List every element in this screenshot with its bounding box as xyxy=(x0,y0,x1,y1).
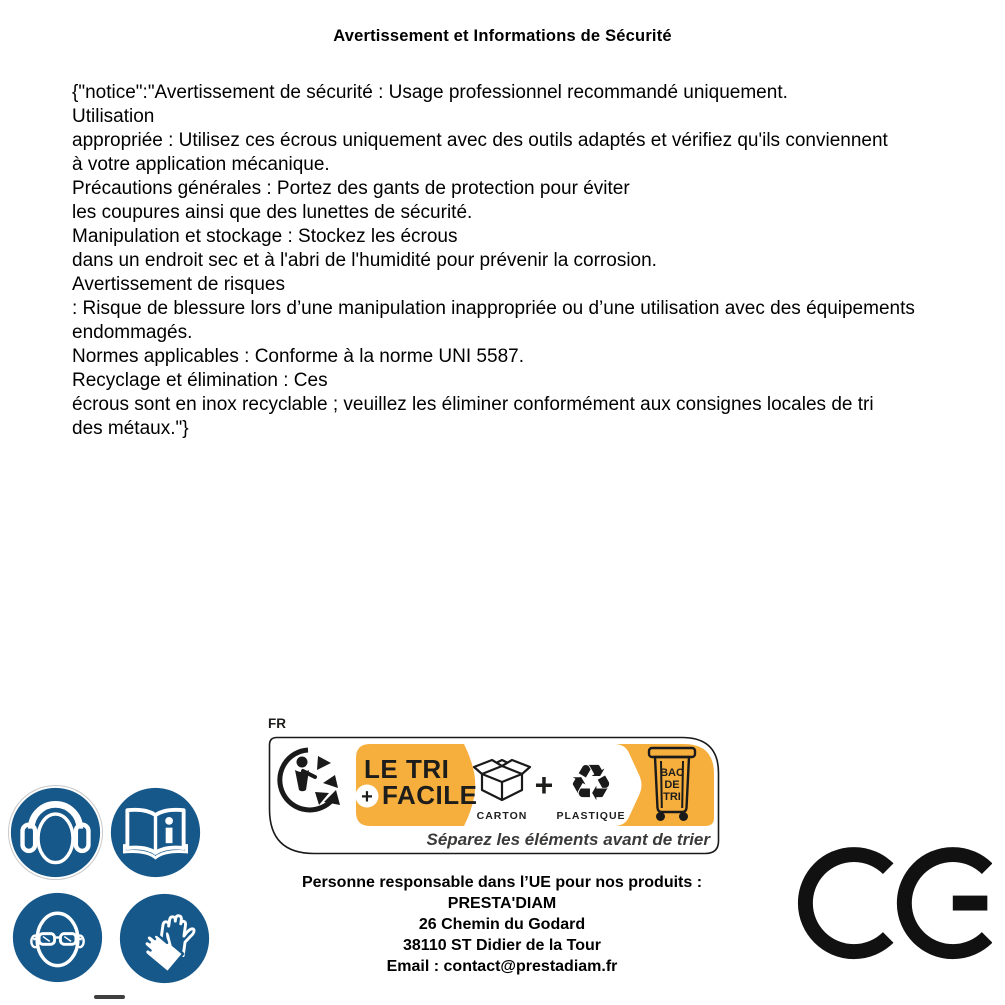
responsible-line: Personne responsable dans l’UE pour nos produits : xyxy=(301,874,703,891)
responsible-city: 38110 ST Didier de la Tour xyxy=(403,937,601,954)
label-headline-2: FACILE xyxy=(382,780,478,810)
notice-line: Manipulation et stockage : Stockez les écrous xyxy=(72,226,458,247)
notice-line: Précautions générales : Portez des gants de protection pour éviter xyxy=(72,178,630,199)
notice-line: Normes applicables : Conforme à la norme UNI 5587. xyxy=(72,346,524,367)
bin-text-bac: BAC xyxy=(660,767,684,779)
label-headline-1: LE TRI xyxy=(364,754,450,784)
page-title: Avertissement et Informations de Sécurité xyxy=(333,27,672,45)
label-instruction: Séparez les éléments avant de trier xyxy=(426,830,710,849)
ce-letter-c xyxy=(805,855,888,952)
ear-protection-icon xyxy=(7,784,104,881)
materials-plus-icon: + xyxy=(534,767,554,803)
recycling-triangle-icon: ♻ xyxy=(568,754,614,812)
responsible-street: 26 Chemin du Godard xyxy=(418,916,586,933)
responsible-person-block xyxy=(232,872,772,977)
plastique-label: PLASTIQUE xyxy=(556,810,626,822)
notice-line: endommagés. xyxy=(72,322,193,343)
notice-line: : Risque de blessure lors d’une manipulation inappropriée ou d’une utilisation avec des équipements xyxy=(72,298,915,319)
responsible-company: PRESTA'DIAM xyxy=(447,895,557,912)
notice-line: Utilisation xyxy=(72,106,155,127)
notice-line: des métaux."} xyxy=(72,418,189,439)
read-manual-icon xyxy=(107,784,204,881)
notice-line: écrous sont en inox recyclable ; veuillez les éliminer conformément aux consignes locales de tri xyxy=(72,394,874,415)
notice-line: Recyclage et élimination : Ces xyxy=(72,370,328,391)
notice-line: Avertissement de risques xyxy=(72,274,285,295)
ce-letter-e-bar xyxy=(953,896,988,911)
carton-label: CARTON xyxy=(476,810,528,822)
notice-line: à votre application mécanique. xyxy=(72,154,330,175)
notice-line: appropriée : Utilisez ces écrous uniquement avec des outils adaptés et vérifiez qu'ils conviennent xyxy=(72,130,888,151)
responsible-email: Email : contact@prestadiam.fr xyxy=(386,958,618,975)
bin-text-tri: TRI xyxy=(663,791,681,803)
plus-circle-icon: + xyxy=(361,786,373,808)
bin-text-de: DE xyxy=(664,779,680,791)
notice-line: {"notice":"Avertissement de sécurité : Usage professionnel recommandé uniquement. xyxy=(72,82,788,103)
tri-facile-recycling-label xyxy=(268,736,720,855)
eye-protection-icon xyxy=(9,889,106,986)
notice-text xyxy=(72,81,1002,441)
hand-protection-icon xyxy=(116,890,213,987)
notice-line: dans un endroit sec et à l'abri de l'humidité pour prévenir la corrosion. xyxy=(72,250,657,271)
notice-line: les coupures ainsi que des lunettes de sécurité. xyxy=(72,202,473,223)
cropped-edge-artifact xyxy=(94,995,125,999)
country-code-label: FR xyxy=(268,716,286,731)
ce-mark-logo xyxy=(796,843,992,965)
